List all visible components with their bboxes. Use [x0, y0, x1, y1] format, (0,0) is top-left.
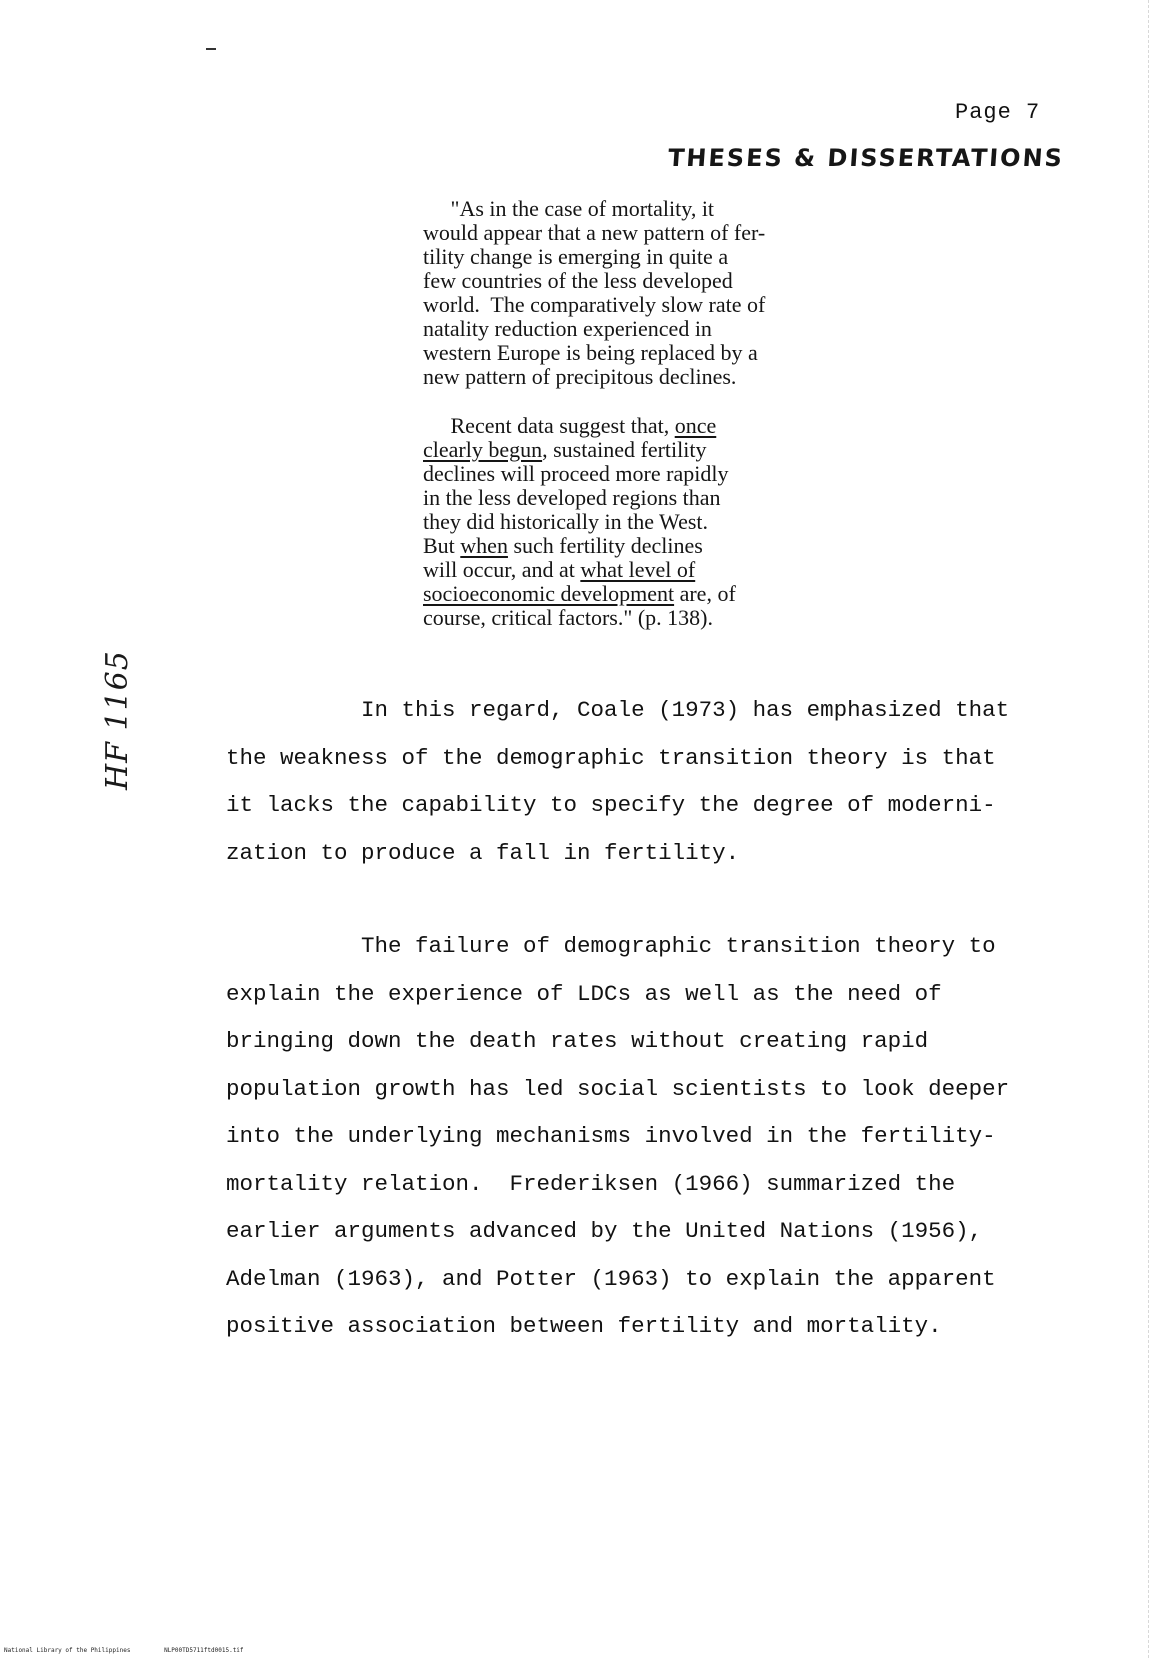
- quote-line: in the less developed regions than: [423, 485, 721, 510]
- paragraph-line: into the underlying mechanisms involved in the fertility-: [226, 1123, 996, 1149]
- quote-line: course, critical factors." (p. 138).: [423, 605, 713, 630]
- theses-dissertations-stamp: THESES & DISSERTATIONS: [667, 144, 1065, 172]
- scan-mark: [206, 48, 216, 50]
- body-paragraph-coale: [226, 687, 1106, 877]
- body-paragraph-failure-of-theory: [226, 923, 1106, 1351]
- footer-filename: NLP00TD5711ftd0015.tif: [164, 1647, 244, 1654]
- quote-line: they did historically in the West.: [423, 509, 709, 534]
- paragraph-line: Adelman (1963), and Potter (1963) to explain the apparent: [226, 1265, 996, 1292]
- paragraph-line: earlier arguments advanced by the United Nations (1956),: [226, 1218, 983, 1244]
- quote-line: tility change is emerging in quite a: [423, 244, 729, 269]
- quote-text: Recent data suggest that,: [423, 413, 675, 438]
- underlined-text: once: [674, 413, 717, 438]
- paragraph-line: zation to produce a fall in fertility.: [226, 839, 740, 866]
- quote-line: [423, 438, 893, 462]
- paragraph-line: it lacks the capability to specify the degree of moderni-: [226, 792, 996, 818]
- quote-text: will occur, and at: [423, 557, 581, 582]
- quote-line: [423, 534, 893, 558]
- underlined-text: clearly begun: [423, 437, 543, 462]
- scan-footer: [4, 1647, 274, 1654]
- paragraph-line: In this regard, Coale (1973) has emphasized that: [226, 697, 1010, 723]
- paragraph-line: the weakness of the demographic transition theory is that: [226, 744, 996, 771]
- underlined-text: when: [460, 533, 508, 558]
- block-quote-first-paragraph: [423, 197, 893, 389]
- quote-line: few countries of the less developed: [423, 268, 733, 293]
- quote-text: But: [423, 533, 461, 558]
- paragraph-line: bringing down the death rates without creating rapid: [226, 1028, 929, 1054]
- footer-library: National Library of the Philippines: [4, 1647, 131, 1654]
- quote-line: natality reduction experienced in: [423, 316, 712, 341]
- handwritten-call-number: HF 1165: [100, 650, 135, 790]
- page-edge-divider: [1148, 0, 1150, 1658]
- paragraph-line: explain the experience of LDCs as well as the need of: [226, 980, 942, 1007]
- paragraph-line: positive association between fertility and mortality.: [226, 1313, 942, 1339]
- block-quote-second-paragraph: [423, 414, 893, 630]
- underlined-text: what level of: [580, 557, 696, 582]
- quote-line: declines will proceed more rapidly: [423, 461, 729, 486]
- quote-line: would appear that a new pattern of fer-: [423, 220, 766, 245]
- quote-line: [423, 558, 893, 582]
- quote-line: western Europe is being replaced by a: [423, 340, 758, 365]
- quote-line: world. The comparatively slow rate of: [423, 292, 766, 317]
- quote-line: new pattern of precipitous declines.: [423, 364, 737, 389]
- quote-line: [423, 414, 893, 438]
- paragraph-line: population growth has led social scientists to look deeper: [226, 1075, 1010, 1102]
- underlined-text: socioeconomic development: [423, 581, 675, 606]
- quote-text: such fertility declines: [507, 533, 703, 558]
- quote-line: "As in the case of mortality, it: [423, 196, 715, 221]
- page-number: Page 7: [955, 100, 1041, 125]
- quote-line: [423, 582, 893, 606]
- quote-text: , sustained fertility: [542, 437, 707, 462]
- paragraph-line: mortality relation. Frederiksen (1966) summarized the: [226, 1170, 956, 1197]
- paragraph-line: The failure of demographic transition theory to: [226, 933, 996, 959]
- quote-text: are, of: [674, 581, 736, 606]
